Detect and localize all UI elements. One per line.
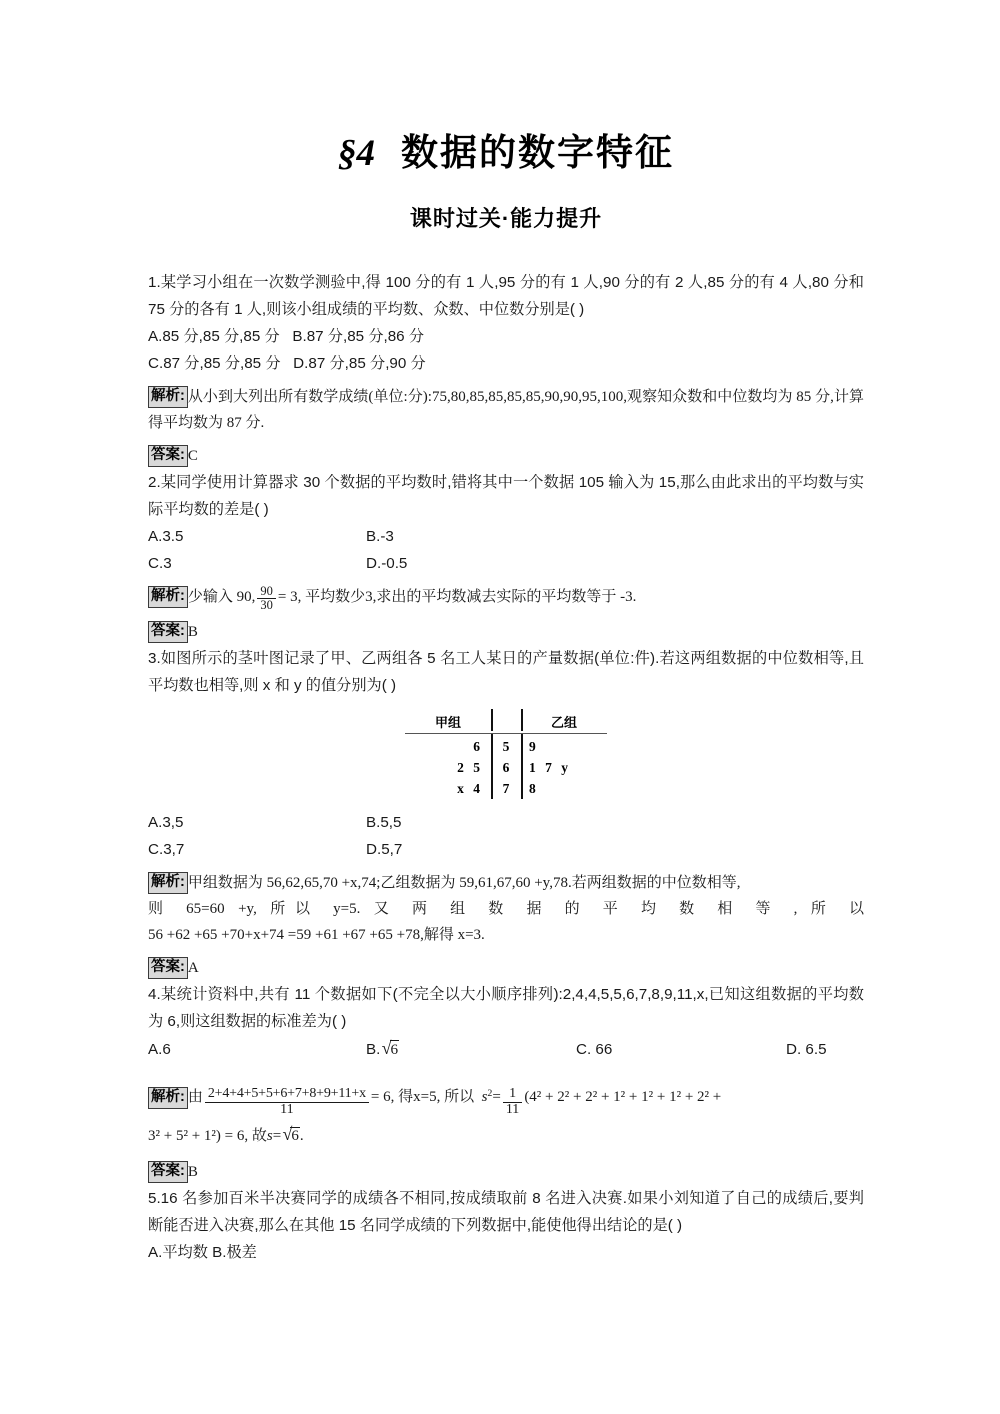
row-1-stem: 5	[502, 738, 510, 754]
fraction-numerator: 2+4+4+5+5+6+7+8+9+11+x	[207, 1086, 366, 1102]
stem-and-leaf-row	[405, 757, 607, 778]
question-1-options-line-1: A.85 分,85 分,85 分 B.87 分,85 分,86 分	[148, 328, 425, 345]
row-3-stem: 7	[502, 780, 510, 796]
question-2-option-d: D.-0.5	[366, 555, 408, 572]
analysis-text-line-3: 56 +62 +65 +70+x+74 =59 +61 +67 +65 +78,解得 x=3.	[148, 927, 485, 944]
question-4-analysis-continued: 3² + 5² + 1²) = 6, 故s= √6.	[148, 1121, 864, 1149]
sqrt-icon: √6	[381, 1038, 399, 1059]
question-4-option-a: A.6	[148, 1041, 171, 1059]
stem-divider-right	[521, 734, 523, 799]
answer-label: 答案:	[148, 445, 188, 467]
question-4-option-d: D. 6.5	[786, 1041, 827, 1059]
question-3	[148, 645, 864, 981]
analysis-label: 解析:	[148, 586, 188, 608]
fraction-1-over-11	[503, 1087, 522, 1117]
question-3-option-b: B.5,5	[366, 814, 402, 832]
answer-label: 答案:	[148, 957, 188, 979]
question-3-option-d: D.5,7	[366, 841, 403, 859]
fraction-denominator: 11	[205, 1102, 369, 1118]
analysis-text-pre: 由	[187, 1089, 203, 1106]
stem-and-leaf-rows	[405, 734, 607, 799]
variance-symbol: s	[481, 1089, 488, 1106]
answer-text: A	[187, 960, 199, 977]
row-3-left-leaves: x 4	[457, 780, 483, 796]
stem-divider-left	[491, 734, 493, 799]
fraction-denominator: 30	[257, 598, 276, 612]
analysis-terms-line-1: (4² + 2² + 2² + 1² + 1² + 1² + 2² +	[524, 1089, 722, 1106]
question-4-options-row	[148, 1035, 864, 1063]
group-jia-label: 甲组	[434, 715, 461, 731]
question-1-options-line-2: C.87 分,85 分,85 分 D.87 分,85 分,90 分	[148, 355, 426, 372]
row-2-stem: 6	[502, 759, 510, 775]
analysis-text-mid: = 6, 得x=5, 所以	[370, 1089, 475, 1106]
row-1-left-leaves: 6	[473, 738, 483, 754]
answer-text: C	[187, 448, 198, 464]
row-2-right-leaves: 1 7 y	[529, 759, 571, 775]
question-3-option-c: C.3,7	[148, 841, 185, 859]
question-2-stem: 2.某同学使用计算器求 30 个数据的平均数时,错将其中一个数据 105 输入为 15,那么由此求出的平均数与实际平均数的差是( )	[148, 474, 864, 518]
question-4	[148, 981, 864, 1185]
question-4-answer	[148, 1159, 864, 1185]
question-3-answer	[148, 955, 864, 981]
row-3-right-leaves: 8	[529, 780, 539, 796]
question-2-option-b: B.-3	[366, 528, 394, 545]
row-1-right-leaves: 9	[529, 738, 539, 754]
fraction-sum-over-11	[205, 1087, 369, 1117]
analysis-text-post: = 3, 平均数少3,求出的平均数减去实际的平均数等于 -3.	[277, 589, 637, 605]
question-5-options-line: A.平均数 B.极差	[148, 1244, 257, 1262]
answer-label: 答案:	[148, 1161, 188, 1183]
question-4-stem: 4.某统计资料中,共有 11 个数据如下(不完全以大小顺序排列):2,4,4,5,5,6,7,8,9,11,x,已知这组数据的平均数为 6,则这组数据的标准差为( )	[148, 986, 864, 1031]
question-3-options-row-2	[148, 836, 864, 863]
fraction-numerator: 1	[509, 1086, 516, 1102]
title-text: 数据的数字特征	[401, 133, 674, 174]
question-3-stem: 3.如图所示的茎叶图记录了甲、乙两组各 5 名工人某日的产量数据(单位:件).若这两组数据的中位数相等,且平均数也相等,则 x 和 y 的值分别为( )	[148, 650, 864, 695]
fraction-numerator: 90	[260, 584, 273, 599]
page-subtitle: 课时过关·能力提升	[409, 206, 603, 231]
analysis-text-line-2: 则 65=60 +y, 所以 y=5. 又 两 组 数 据 的 平 均 数 相 等 , 所 以	[148, 901, 864, 918]
row-2-left-leaves: 2 5	[457, 759, 483, 775]
page-content	[148, 0, 864, 1266]
question-5	[148, 1185, 864, 1266]
stem-and-leaf-plot	[405, 709, 607, 799]
group-yi-label: 乙组	[550, 715, 577, 731]
variance-exponent: 2	[487, 1088, 493, 1100]
analysis-text-pre: 少输入 90,	[187, 589, 256, 605]
question-2-option-c: C.3	[148, 555, 172, 572]
section-number: §4	[338, 133, 375, 174]
question-2-option-a: A.3.5	[148, 528, 184, 545]
stem-divider-right-top	[521, 709, 523, 731]
question-3-options-row-1	[148, 809, 864, 836]
sqrt-icon: √6	[282, 1124, 299, 1145]
question-2-analysis	[148, 584, 864, 612]
question-2-options-row-2	[148, 550, 864, 577]
question-3-analysis	[148, 870, 864, 948]
answer-label: 答案:	[148, 621, 188, 643]
analysis-label: 解析:	[148, 386, 188, 408]
standard-deviation-symbol: s	[266, 1128, 273, 1145]
question-2-options-row-1	[148, 523, 864, 550]
question-4-analysis	[148, 1075, 864, 1117]
answer-text: B	[187, 624, 198, 641]
fraction-denominator: 11	[503, 1102, 522, 1118]
page-title	[148, 0, 864, 176]
equals-sign: =	[492, 1089, 501, 1106]
question-2-answer	[148, 619, 864, 645]
analysis-text: 从小到大列出所有数学成绩(单位:分):75,80,85,85,85,85,90,90,95,100,观察知众数和中位数均为 85 分,计算得平均数为 87 分.	[148, 389, 864, 431]
fraction-90-over-30	[257, 585, 276, 612]
analysis-label: 解析:	[148, 872, 188, 894]
stem-and-leaf-row	[405, 778, 607, 799]
question-1	[148, 233, 864, 469]
stem-and-leaf-row	[405, 736, 607, 757]
question-2	[148, 469, 864, 645]
question-1-stem: 1.某学习小组在一次数学测验中,得 100 分的有 1 人,95 分的有 1 人,90 分的有 2 人,85 分的有 4 人,80 分和 75 分的各有 1 人,则该小组成绩的平均数、众数、中位数分别是( )	[148, 274, 864, 318]
question-4-option-b: B. √6	[366, 1035, 576, 1063]
stem-and-leaf-figure	[148, 709, 864, 799]
answer-text: B	[187, 1164, 198, 1181]
question-5-stem: 5.16 名参加百米半决赛同学的成绩各不相同,按成绩取前 8 名进入决赛.如果小刘知道了自己的成绩后,要判断能否进入决赛,那么在其他 15 名同学成绩的下列数据中,能使他得出结论的是( )	[148, 1190, 864, 1235]
stem-and-leaf-header	[405, 709, 607, 731]
question-1-answer	[148, 443, 864, 469]
question-3-option-a: A.3,5	[148, 814, 184, 832]
stem-divider-left-top	[491, 709, 493, 731]
analysis-terms-line-2: 3² + 5² + 1²) = 6, 故	[148, 1128, 267, 1145]
analysis-text-line-1: 甲组数据为 56,62,65,70 +x,74;乙组数据为 59,61,67,60 +y,78.若两组数据的中位数相等,	[187, 875, 741, 892]
question-4-option-c: C. 66	[576, 1041, 613, 1059]
analysis-label: 解析:	[148, 1087, 188, 1109]
question-1-analysis	[148, 384, 864, 436]
